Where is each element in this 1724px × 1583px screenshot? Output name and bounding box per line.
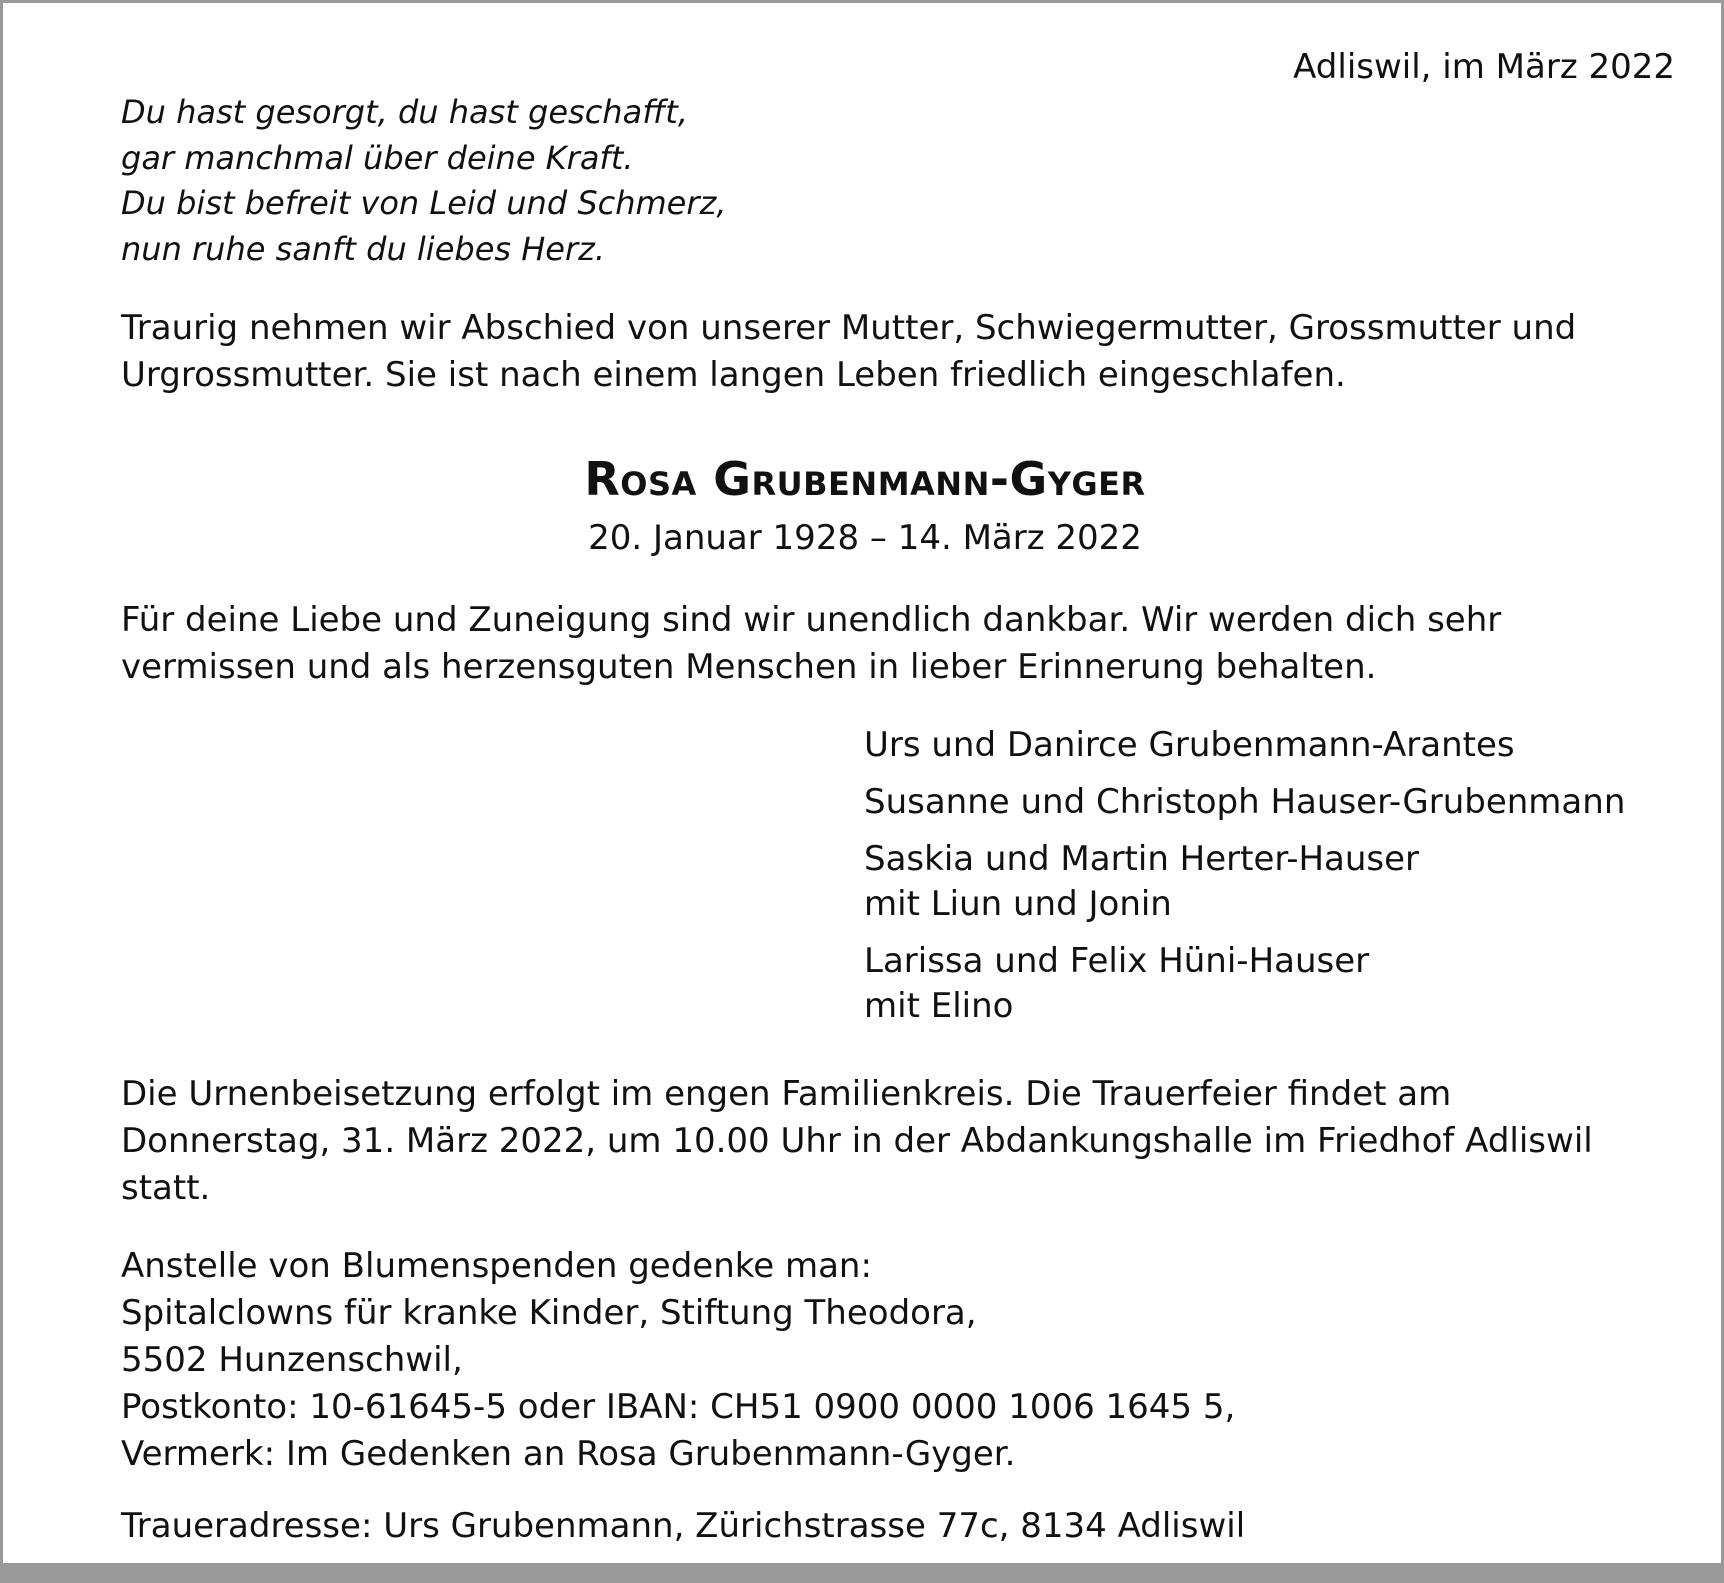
- donation-line: Spitalclowns für kranke Kinder, Stiftung Theodora,: [121, 1293, 977, 1333]
- mourning-address: [121, 1503, 1245, 1550]
- gratitude-paragraph: [121, 597, 1501, 691]
- mourning-address-line: Traueradresse: Urs Grubenmann, Zürichstrasse 77c, 8134 Adliswil: [121, 1506, 1246, 1546]
- donation-paragraph: [121, 1243, 1235, 1478]
- mourner-line: Larissa und Felix Hüni-Hauser: [864, 941, 1370, 981]
- ceremony-line: statt.: [121, 1168, 211, 1208]
- mourners-list: [864, 723, 1625, 1041]
- mourner-entry: [864, 939, 1625, 1029]
- ceremony-line: Die Urnenbeisetzung erfolgt im engen Familienkreis. Die Trauerfeier findet am: [121, 1074, 1452, 1114]
- poem-line: gar manchmal über deine Kraft.: [121, 138, 634, 177]
- poem-line: Du hast gesorgt, du hast geschafft,: [121, 93, 688, 131]
- intro-line: Traurig nehmen wir Abschied von unserer Mutter, Schwiegermutter, Grossmutter und: [121, 308, 1577, 348]
- deceased-name: Rosa Grubenmann-Gyger: [584, 452, 1146, 506]
- intro-line: Urgrossmutter. Sie ist nach einem langen Leben friedlich eingeschlafen.: [121, 355, 1346, 395]
- donation-line: Postkonto: 10-61645-5 oder IBAN: CH51 0900 0000 1006 1645 5,: [121, 1387, 1236, 1427]
- gratitude-line: Für deine Liebe und Zuneigung sind wir unendlich dankbar. Wir werden dich sehr: [121, 600, 1502, 640]
- mourner-entry: [864, 780, 1625, 825]
- donation-line: 5502 Hunzenschwil,: [121, 1340, 463, 1380]
- place-date: Adliswil, im März 2022: [1293, 47, 1675, 87]
- poem-line: Du bist befreit von Leid und Schmerz,: [121, 184, 727, 222]
- ceremony-paragraph: [121, 1071, 1593, 1212]
- ceremony-line: Donnerstag, 31. März 2022, um 10.00 Uhr in der Abdankungshalle im Friedhof Adliswil: [121, 1121, 1593, 1161]
- poem-line: nun ruhe sanft du liebes Herz.: [121, 229, 606, 268]
- poem: [121, 90, 726, 272]
- donation-line: Vermerk: Im Gedenken an Rosa Grubenmann-Gyger.: [121, 1434, 1016, 1474]
- mourner-line: mit Elino: [864, 986, 1014, 1026]
- intro-paragraph: [121, 305, 1576, 399]
- mourner-entry: [864, 837, 1625, 927]
- deceased-block: [3, 451, 1724, 561]
- life-dates: 20. Januar 1928 – 14. März 2022: [588, 518, 1142, 558]
- donation-line: Anstelle von Blumenspenden gedenke man:: [121, 1246, 872, 1286]
- mourner-line: Urs und Danirce Grubenmann-Arantes: [864, 725, 1515, 765]
- mourner-line: Susanne und Christoph Hauser-Grubenmann: [864, 782, 1626, 822]
- gratitude-line: vermissen und als herzensguten Menschen in lieber Erinnerung behalten.: [121, 647, 1377, 687]
- mourner-entry: [864, 723, 1625, 768]
- mourner-line: mit Liun und Jonin: [864, 884, 1172, 924]
- mourner-line: Saskia und Martin Herter-Hauser: [864, 839, 1420, 879]
